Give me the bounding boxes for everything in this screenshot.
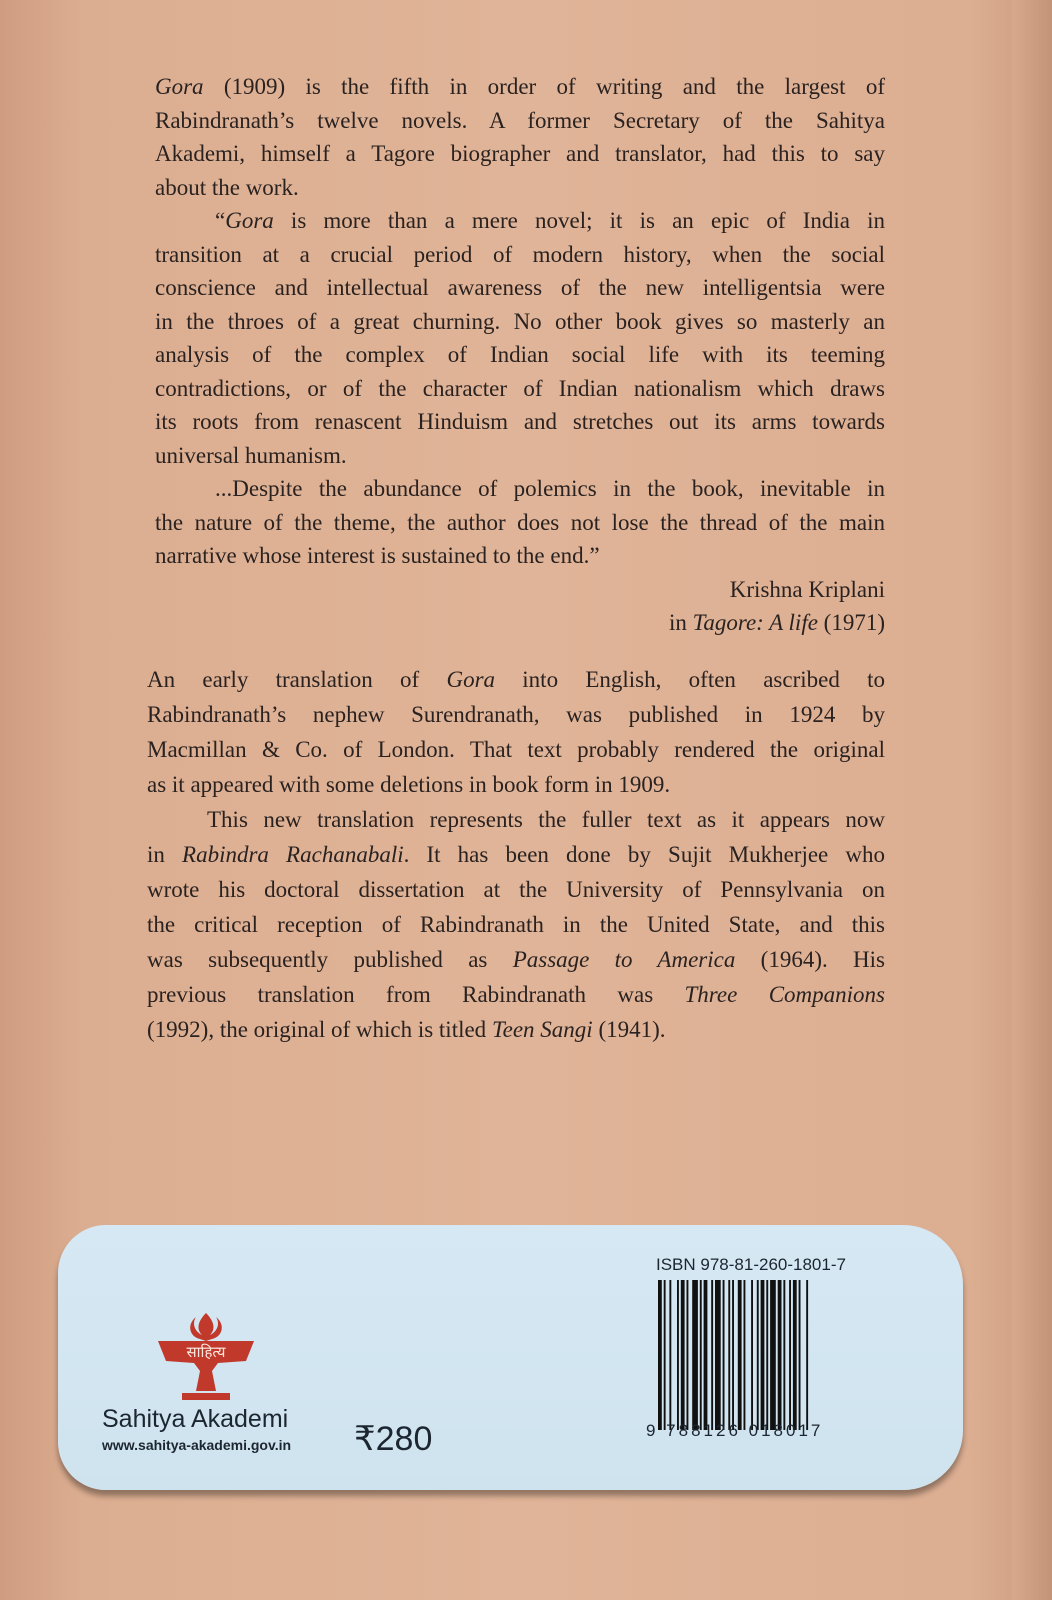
- barcode-bar: [738, 1280, 742, 1430]
- text-line: [155, 104, 885, 138]
- text-segment: in: [147, 842, 183, 867]
- barcode: [658, 1280, 863, 1430]
- text-line: [147, 1012, 885, 1047]
- text-segment: wrote his doctoral dissertation at the University of Pennsylvania on: [147, 877, 885, 902]
- text-line: [155, 405, 885, 439]
- text-segment: . It has been done by Sujit Mukherjee who: [403, 842, 886, 867]
- text-segment: (1909) is the fifth in order of writing and the largest of: [203, 74, 885, 99]
- text-segment: its roots from renascent Hinduism and stretches out its arms towards: [155, 409, 885, 434]
- svg-text:साहित्य: साहित्य: [186, 1343, 226, 1361]
- text-segment: was subsequently published as: [147, 947, 513, 972]
- barcode-bar: [664, 1280, 666, 1430]
- blurb-kriplani-quote: [155, 70, 885, 640]
- text-line: [155, 472, 885, 506]
- italic-title: Gora: [225, 208, 274, 233]
- text-line: [155, 573, 885, 607]
- barcode-bar: [677, 1280, 679, 1430]
- text-segment: (1964). His: [735, 947, 885, 972]
- barcode-bar: [770, 1280, 776, 1430]
- text-segment: about the work.: [155, 174, 299, 200]
- text-segment: as it appeared with some deletions in book form in 1909.: [147, 772, 671, 797]
- barcode-bar: [692, 1280, 698, 1430]
- barcode-bar: [704, 1280, 708, 1430]
- barcode-bar: [793, 1280, 797, 1430]
- text-line: [147, 907, 885, 942]
- barcode-digits: 9 788126 018017: [646, 1421, 824, 1440]
- barcode-bar: [700, 1280, 702, 1430]
- italic-title: Teen Sangi: [491, 1017, 593, 1042]
- text-segment: “: [215, 208, 226, 233]
- text-segment: narrative whose interest is sustained to the end.”: [155, 543, 600, 568]
- text-line: [155, 271, 885, 305]
- book-spine-edge: [1012, 0, 1052, 1600]
- text-segment: Akademi, himself a Tagore biographer and translator, had this to say: [155, 141, 885, 166]
- text-line: [147, 802, 885, 837]
- barcode-bar: [732, 1280, 734, 1430]
- text-line: [155, 338, 885, 372]
- text-segment: contradictions, or of the character of Indian nationalism which draws: [155, 375, 885, 401]
- text-line: [155, 372, 885, 406]
- text-segment: universal humanism.: [155, 442, 347, 468]
- sahitya-akademi-logo: [156, 1313, 256, 1403]
- text-line: [155, 204, 885, 238]
- text-line: [155, 506, 885, 540]
- text-segment: the nature of the theme, the author does not lose the thread of the main: [155, 509, 885, 535]
- text-segment: is more than a mere novel; it is an epic of India in: [273, 208, 885, 233]
- barcode-bar: [711, 1280, 713, 1430]
- barcode-bar: [766, 1280, 768, 1430]
- text-line: [147, 977, 885, 1012]
- barcode-bar: [778, 1280, 782, 1430]
- blurb-translation-note: [147, 662, 885, 1047]
- text-segment: into English, often ascribed to: [495, 667, 885, 692]
- text-line: [147, 837, 885, 872]
- barcode-bar: [728, 1280, 730, 1430]
- barcode-bar: [723, 1280, 725, 1430]
- barcode-bar: [789, 1280, 791, 1430]
- text-line: [147, 942, 885, 977]
- price: ₹280: [354, 1420, 433, 1458]
- barcode-bar: [715, 1280, 721, 1430]
- barcode-bar: [681, 1280, 685, 1430]
- text-segment: This new translation represents the fuller text as it appears now: [207, 807, 885, 832]
- italic-title: Three Companions: [684, 982, 885, 1007]
- italic-title: Gora: [155, 74, 204, 99]
- text-line: [155, 439, 885, 473]
- text-segment: ...Despite the abundance of polemics in the book, inevitable in: [215, 476, 885, 501]
- text-line: [147, 767, 885, 802]
- text-segment: Rabindranath’s twelve novels. A former Secretary of the Sahitya: [155, 107, 885, 133]
- text-segment: Rabindranath’s nephew Surendranath, was published in 1924 by: [147, 702, 885, 727]
- barcode-bar: [744, 1280, 746, 1430]
- text-segment: the critical reception of Rabindranath in the United State, and this: [147, 912, 885, 937]
- text-segment: analysis of the complex of Indian social life with its teeming: [155, 342, 885, 367]
- text-segment: Krishna Kriplani: [729, 576, 885, 602]
- isbn: ISBN 978-81-260-1801-7: [656, 1255, 846, 1274]
- barcode-bar: [761, 1280, 765, 1430]
- text-line: [155, 305, 885, 339]
- text-line: [155, 137, 885, 171]
- text-segment: transition at a crucial period of modern history, when the social: [155, 241, 885, 267]
- text-line: [155, 238, 885, 272]
- text-segment: previous translation from Rabindranath was: [147, 982, 685, 1007]
- text-line: [147, 872, 885, 907]
- text-segment: Macmillan & Co. of London. That text probably rendered the original: [147, 737, 885, 762]
- text-segment: An early translation of: [147, 667, 447, 692]
- italic-title: Rabindra Rachanabali: [182, 842, 404, 867]
- italic-title: Passage to America: [512, 947, 736, 972]
- text-segment: in: [669, 610, 693, 635]
- barcode-bar: [799, 1280, 801, 1430]
- publisher-name: Sahitya Akademi: [102, 1405, 289, 1433]
- italic-title: Gora: [446, 667, 496, 692]
- text-line: [147, 697, 885, 732]
- text-segment: conscience and intellectual awareness of the new intelligentsia were: [155, 275, 885, 300]
- text-line: [147, 662, 885, 697]
- barcode-bar: [783, 1280, 785, 1430]
- text-segment: (1971): [817, 610, 885, 635]
- barcode-bar: [687, 1280, 689, 1430]
- text-line: [155, 70, 885, 104]
- text-segment: (1941).: [592, 1017, 666, 1042]
- text-line: [155, 539, 885, 573]
- text-line: [155, 606, 885, 640]
- barcode-bar: [751, 1280, 753, 1430]
- publisher-panel: [58, 1225, 963, 1490]
- barcode-bar: [669, 1280, 671, 1430]
- barcode-bar: [658, 1280, 662, 1430]
- text-segment: (1992), the original of which is titled: [147, 1017, 492, 1042]
- barcode-bar: [757, 1280, 759, 1430]
- text-line: [147, 732, 885, 767]
- publisher-website[interactable]: www.sahitya-akademi.gov.in: [102, 1437, 292, 1453]
- text-segment: in the throes of a great churning. No other book gives so masterly an: [155, 308, 885, 334]
- text-line: [155, 171, 885, 205]
- italic-title: Tagore: A life: [692, 610, 818, 635]
- barcode-bar: [806, 1280, 808, 1430]
